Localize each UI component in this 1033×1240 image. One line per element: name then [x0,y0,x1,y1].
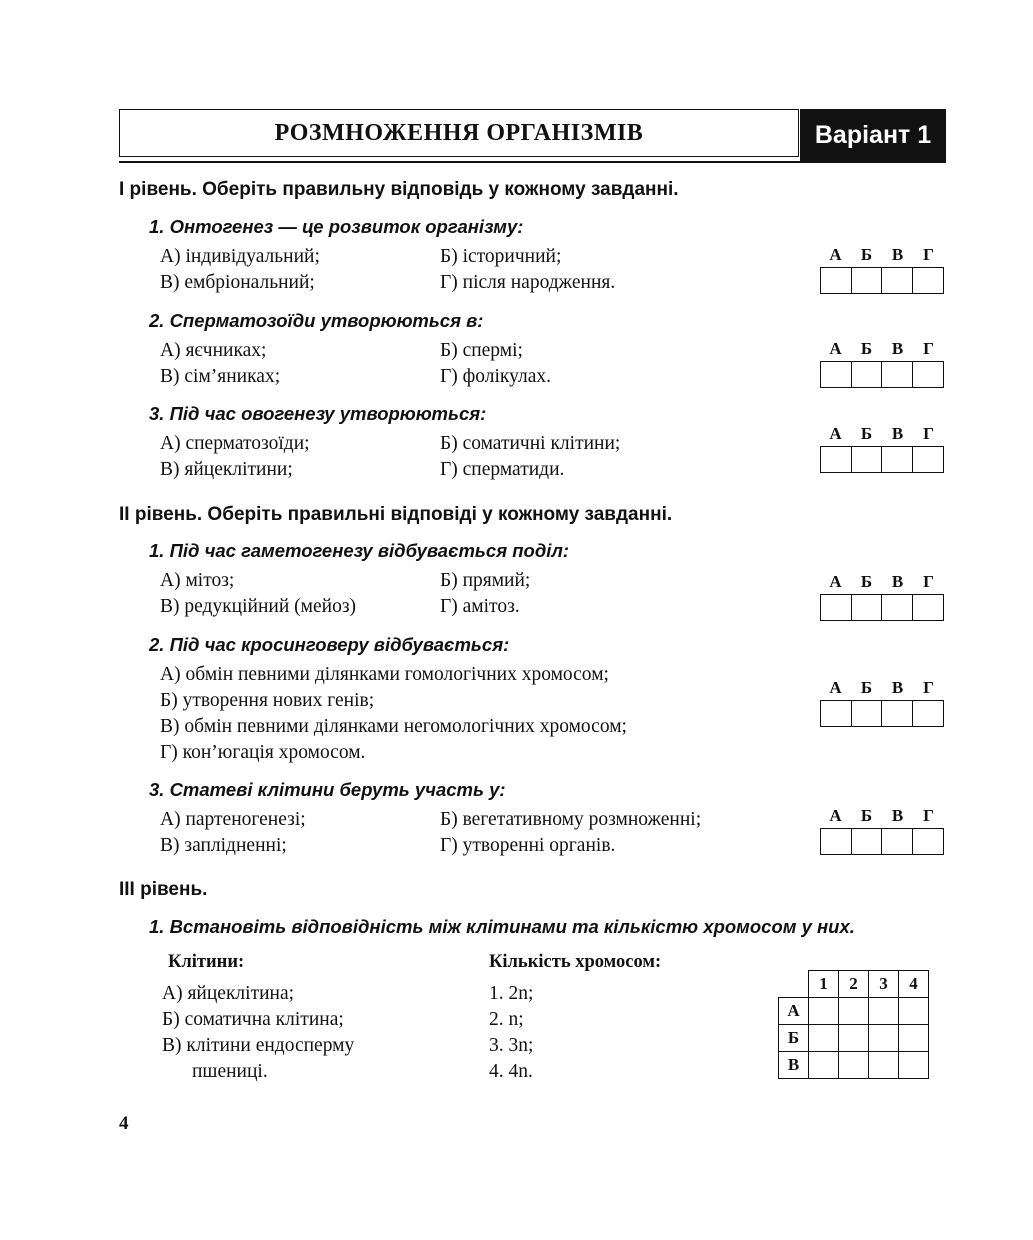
answer-cell[interactable] [882,829,913,854]
level1-heading: I рівень. Оберіть правильну відповідь у кожному завданні. [119,179,679,200]
grid-row-header: В [779,1052,809,1079]
option: Г) після народження. [440,272,616,293]
level2-question-3: 3. Статеві клітини беруть участь у: [149,779,506,800]
answer-cell[interactable] [913,447,943,472]
answer-cell[interactable] [913,701,943,726]
answer-cell[interactable] [882,595,913,620]
option: А) сперматозоїди; [160,433,310,454]
grid-cell[interactable] [839,1052,869,1079]
answer-cell[interactable] [852,829,883,854]
chromosome-item: 4. 4n. [489,1061,533,1082]
answer-cell[interactable] [913,268,943,293]
answer-cell[interactable] [821,447,852,472]
answer-letter: В [891,806,904,825]
page-header [119,109,946,165]
grid-cell[interactable] [809,1052,839,1079]
answer-cell[interactable] [882,447,913,472]
answer-grid-l1-q3 [820,424,944,473]
option: Б) соматичні клітини; [440,433,621,454]
answer-cell[interactable] [821,701,852,726]
answer-letter: Б [860,806,873,825]
grid-cell[interactable] [869,1025,899,1052]
answer-grid-l2-q3 [820,806,944,855]
option: Г) сперматиди. [440,459,565,480]
grid-row-header: Б [779,1025,809,1052]
level1-question-2: 2. Сперматозоїди утворюються в: [149,310,484,331]
answer-cell[interactable] [821,268,852,293]
chromosome-item: 3. 3n; [489,1035,534,1056]
level3-question-1: 1. Встановіть відповідність між клітинами та кількістю хромосом у них. [149,916,855,937]
answer-cell[interactable] [852,447,883,472]
title-underline [119,161,946,163]
answer-cell[interactable] [852,268,883,293]
answer-letter: В [891,424,904,443]
answer-letter: А [829,339,842,358]
matching-grid [778,970,929,1079]
option: В) сім’яниках; [160,366,281,387]
option: Г) утворенні органів. [440,835,616,856]
answer-letter: В [891,339,904,358]
answer-cell[interactable] [913,595,943,620]
option: Г) фолікулах. [440,366,552,387]
answer-letter: Г [923,245,934,264]
answer-letter: А [829,572,842,591]
answer-letter: В [891,572,904,591]
option: В) редукційний (мейоз) [160,596,357,617]
answer-cell[interactable] [852,362,883,387]
chromosomes-column-header: Кількість хромосом: [489,952,662,972]
variant-badge: Варіант 1 [800,109,946,161]
answer-cell[interactable] [852,701,883,726]
answer-letter: В [891,245,904,264]
answer-grid-l1-q1 [820,245,944,294]
option: Б) утворення нових генів; [160,690,375,711]
page-title: РОЗМНОЖЕННЯ ОРГАНІЗМІВ [119,109,799,157]
grid-col-header: 4 [899,971,929,998]
answer-cell[interactable] [852,595,883,620]
answer-cell[interactable] [882,268,913,293]
grid-cell[interactable] [809,1025,839,1052]
option: А) яєчниках; [160,340,267,361]
option: В) заплідненні; [160,835,287,856]
grid-row-header: А [779,998,809,1025]
grid-cell[interactable] [839,998,869,1025]
answer-letter: Г [923,806,934,825]
chromosome-item: 2. n; [489,1009,524,1030]
answer-grid-l1-q2 [820,339,944,388]
level2-question-2: 2. Під час кросинговеру відбувається: [149,634,510,655]
cell-item-continued: пшениці. [192,1061,268,1082]
answer-letter: Г [923,678,934,697]
answer-letter: Б [860,245,873,264]
grid-col-header: 3 [869,971,899,998]
level1-question-3: 3. Під час овогенезу утворюються: [149,403,487,424]
option: В) яйцеклітини; [160,459,293,480]
grid-col-header: 2 [839,971,869,998]
grid-cell[interactable] [869,1052,899,1079]
answer-grid-l2-q1 [820,572,944,621]
grid-cell[interactable] [899,1052,929,1079]
answer-letter: Г [923,572,934,591]
option: Б) вегетативному розмноженні; [440,809,702,830]
answer-letter: Б [860,572,873,591]
grid-cell[interactable] [809,998,839,1025]
answer-letter: В [891,678,904,697]
answer-cell[interactable] [821,362,852,387]
option: В) ембріональний; [160,272,315,293]
option: А) партеногенезі; [160,809,306,830]
answer-letter: Б [860,678,873,697]
level1-question-1: 1. Онтогенез — це розвиток організму: [149,216,524,237]
option: Г) кон’югація хромосом. [160,742,366,763]
option: А) обмін певними ділянками гомологічних хромосом; [160,664,609,685]
answer-letter: А [829,678,842,697]
answer-letter: Б [860,339,873,358]
answer-cell[interactable] [882,701,913,726]
grid-corner [779,971,809,998]
cell-item: Б) соматична клітина; [162,1009,344,1030]
answer-cell[interactable] [913,362,943,387]
answer-letter: Б [860,424,873,443]
option: Г) амітоз. [440,596,520,617]
page-number: 4 [119,1113,129,1134]
answer-grid-l2-q2 [820,678,944,727]
level2-question-1: 1. Під час гаметогенезу відбувається поділ: [149,540,570,561]
answer-cell[interactable] [882,362,913,387]
level3-heading: III рівень. [119,879,208,900]
option: Б) прямий; [440,570,531,591]
cell-item: В) клітини ендосперму [162,1035,355,1056]
grid-col-header: 1 [809,971,839,998]
answer-cell[interactable] [821,829,852,854]
answer-letter: Г [923,424,934,443]
answer-letter: Г [923,339,934,358]
option: Б) спермі; [440,340,523,361]
option: В) обмін певними ділянками негомологічних хромосом; [160,716,627,737]
chromosome-item: 1. 2n; [489,983,534,1004]
option: Б) історичний; [440,246,562,267]
grid-cell[interactable] [899,998,929,1025]
grid-cell[interactable] [839,1025,869,1052]
cells-column-header: Клітини: [168,952,245,972]
option: А) мітоз; [160,570,235,591]
answer-letter: А [829,424,842,443]
answer-cell[interactable] [913,829,943,854]
grid-cell[interactable] [869,998,899,1025]
level2-heading: II рівень. Оберіть правильні відповіді у кожному завданні. [119,504,673,525]
answer-letter: А [829,806,842,825]
option: А) індивідуальний; [160,246,320,267]
cell-item: А) яйцеклітина; [162,983,295,1004]
answer-letter: А [829,245,842,264]
answer-cell[interactable] [821,595,852,620]
grid-cell[interactable] [899,1025,929,1052]
